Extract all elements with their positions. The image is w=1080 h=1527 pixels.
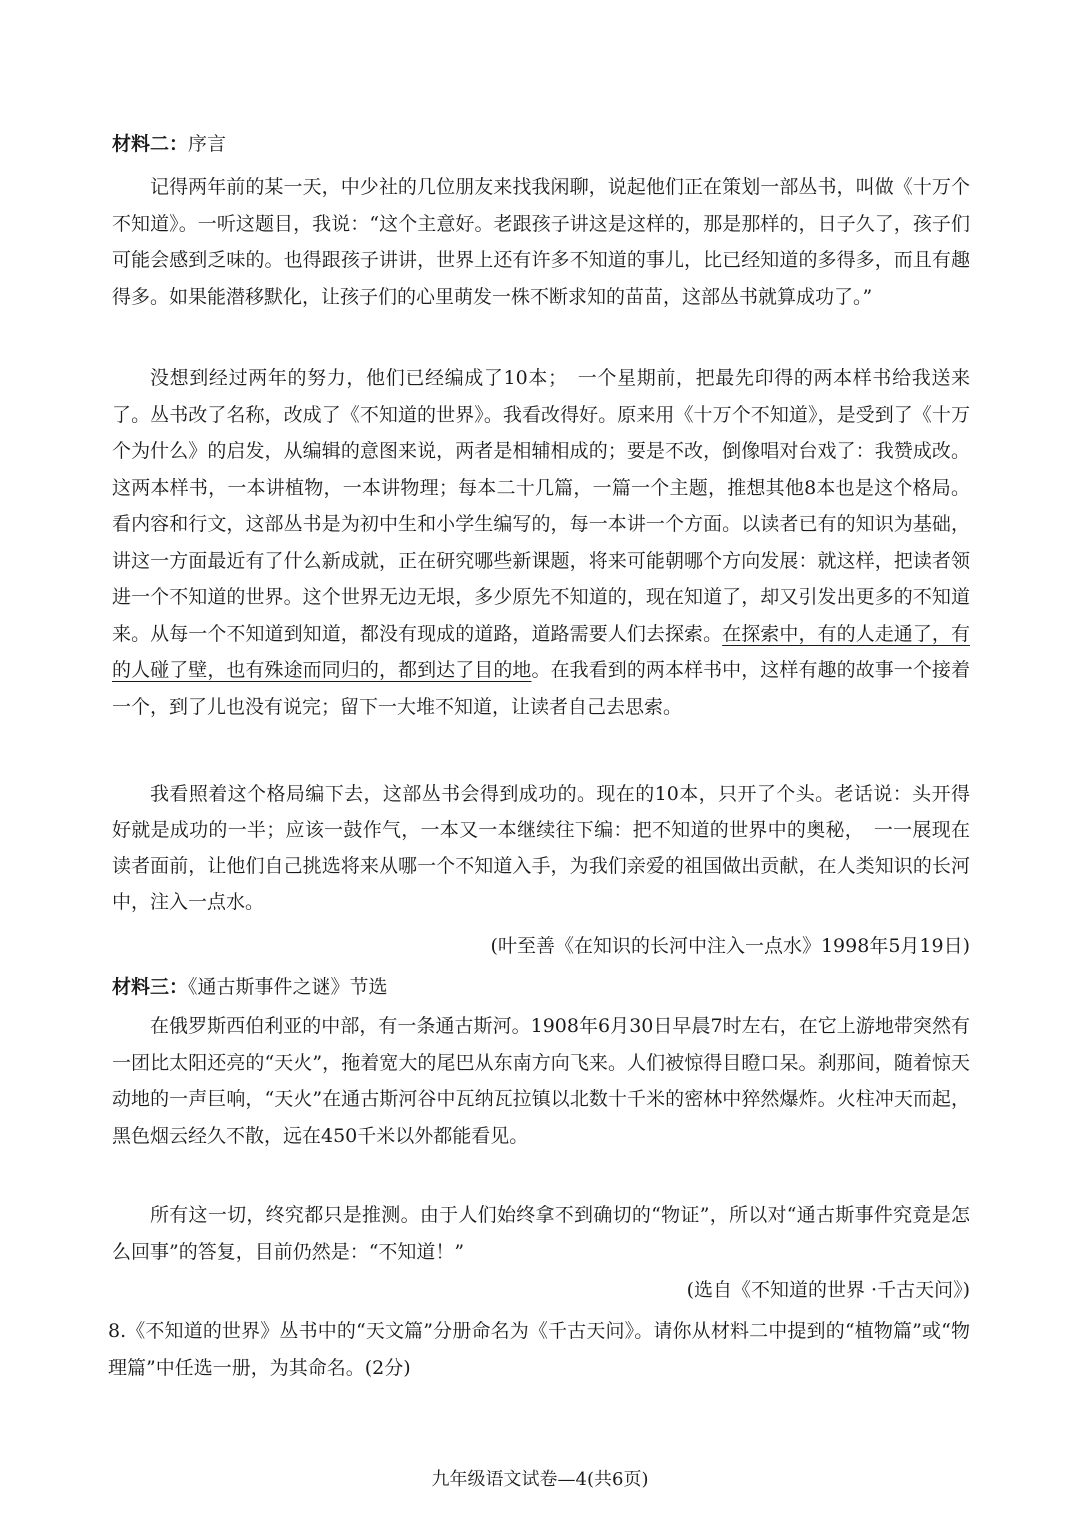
material-2-label: 材料二： <box>112 133 189 155</box>
material-3-heading <box>112 968 970 1006</box>
material-3-label: 材料三： <box>112 976 189 998</box>
material-2-title: 序言 <box>188 133 227 155</box>
question-8: 8.《不知道的世界》丛书中的“天文篇”分册命名为《千古天问》。请你从材料二中提到的“植物篇”或“物理篇”中任选一册，为其命名。(2分) <box>108 1320 970 1379</box>
material-3-source: (选自《不知道的世界 ·千古天问》) <box>686 1279 970 1301</box>
material-3-paragraph-1: 在俄罗斯西伯利亚的中部，有一条通古斯河。1908年6月30日早晨7时左右，在它上游地带突然有一团比太阳还亮的“天火”，拖着宽大的尾巴从东南方向飞来。人们被惊得目瞪口呆。刹那间，随着惊天动地的一声巨响，“天火”在通古斯河谷中瓦纳瓦拉镇以北数十千米的密林中猝然爆炸。火柱冲天而起，黑色烟云经久不散，远在450千米以外都能看见。 <box>112 1015 970 1147</box>
material-3-title: 《通古斯事件之谜》节选 <box>188 976 388 998</box>
material-2-heading <box>112 125 970 163</box>
material-3-paragraph-2: 所有这一切，终究都只是推测。由于人们始终拿不到确切的“物证”，所以对“通古斯事件究竟是怎么回事”的答复，目前仍然是：“不知道！” <box>112 1204 970 1263</box>
paragraph-2-text-a: 没想到经过两年的努力，他们已经编成了10本； 一个星期前，把最先印得的两本样书给我送来了。丛书改了名称，改成了《不知道的世界》。我看改得好。原来用《十万个不知道》，是受到了《十万个为什么》的启发，从编辑的意图来说，两者是相辅相成的；要是不改，倒像唱对台戏了：我赞成改。这两本样书，一本讲植物，一本讲物理；每本二十几篇，一篇一个主题，推想其他8本也是这个格局。看内容和行文，这部丛书是为初中生和小学生编写的，每一本讲一个方面。以读者已有的知识为基础，讲这一方面最近有了什么新成就，正在研究哪些新课题，将来可能朝哪个方向发展：就这样，把读者领进一个不知道的世界。这个世界无边无垠，多少原先不知道的，现在知道了，却又引发出更多的不知道来。从每一个不知道到知道，都没有现成的道路，道路需要人们去探索。 <box>112 367 970 645</box>
material-2-source: (叶至善《在知识的长河中注入一点水》1998年5月19日) <box>490 935 970 957</box>
underlined-sentence: 在探索中，有的人走通了，有的人碰了壁，也有殊途而同归的，都到达了目的地 <box>112 622 970 681</box>
page-footer: 九年级语文试卷—4(共6页) <box>431 1469 649 1490</box>
material-2-paragraph-3: 我看照着这个格局编下去，这部丛书会得到成功的。现在的10本，只开了个头。老话说：头开得好就是成功的一半；应该一鼓作气，一本又一本继续往下编：把不知道的世界中的奥秘， 一一展现在读者面前，让他们自己挑选将来从哪一个不知道入手，为我们亲爱的祖国做出贡献，在人类知识的长河中，注入一点水。 <box>112 783 970 913</box>
material-2-paragraph-1: 记得两年前的某一天，中少社的几位朋友来找我闲聊，说起他们正在策划一部丛书，叫做《十万个不知道》。一听这题目，我说：“这个主意好。老跟孩子讲这是这样的，那是那样的，日子久了，孩子们可能会感到乏味的。也得跟孩子讲讲，世界上还有许多不知道的事儿，比已经知道的多得多，而且有趣得多。如果能潜移默化，让孩子们的心里萌发一株不断求知的苗苗，这部丛书就算成功了。” <box>112 176 970 308</box>
paragraph-2-text-b: 。在我看到的两本样书中，这样有趣的故事一个接着一个，到了儿也没有说完；留下一大堆不知道，让读者自己去思索。 <box>112 659 970 718</box>
material-2-paragraph-2 <box>112 360 970 725</box>
